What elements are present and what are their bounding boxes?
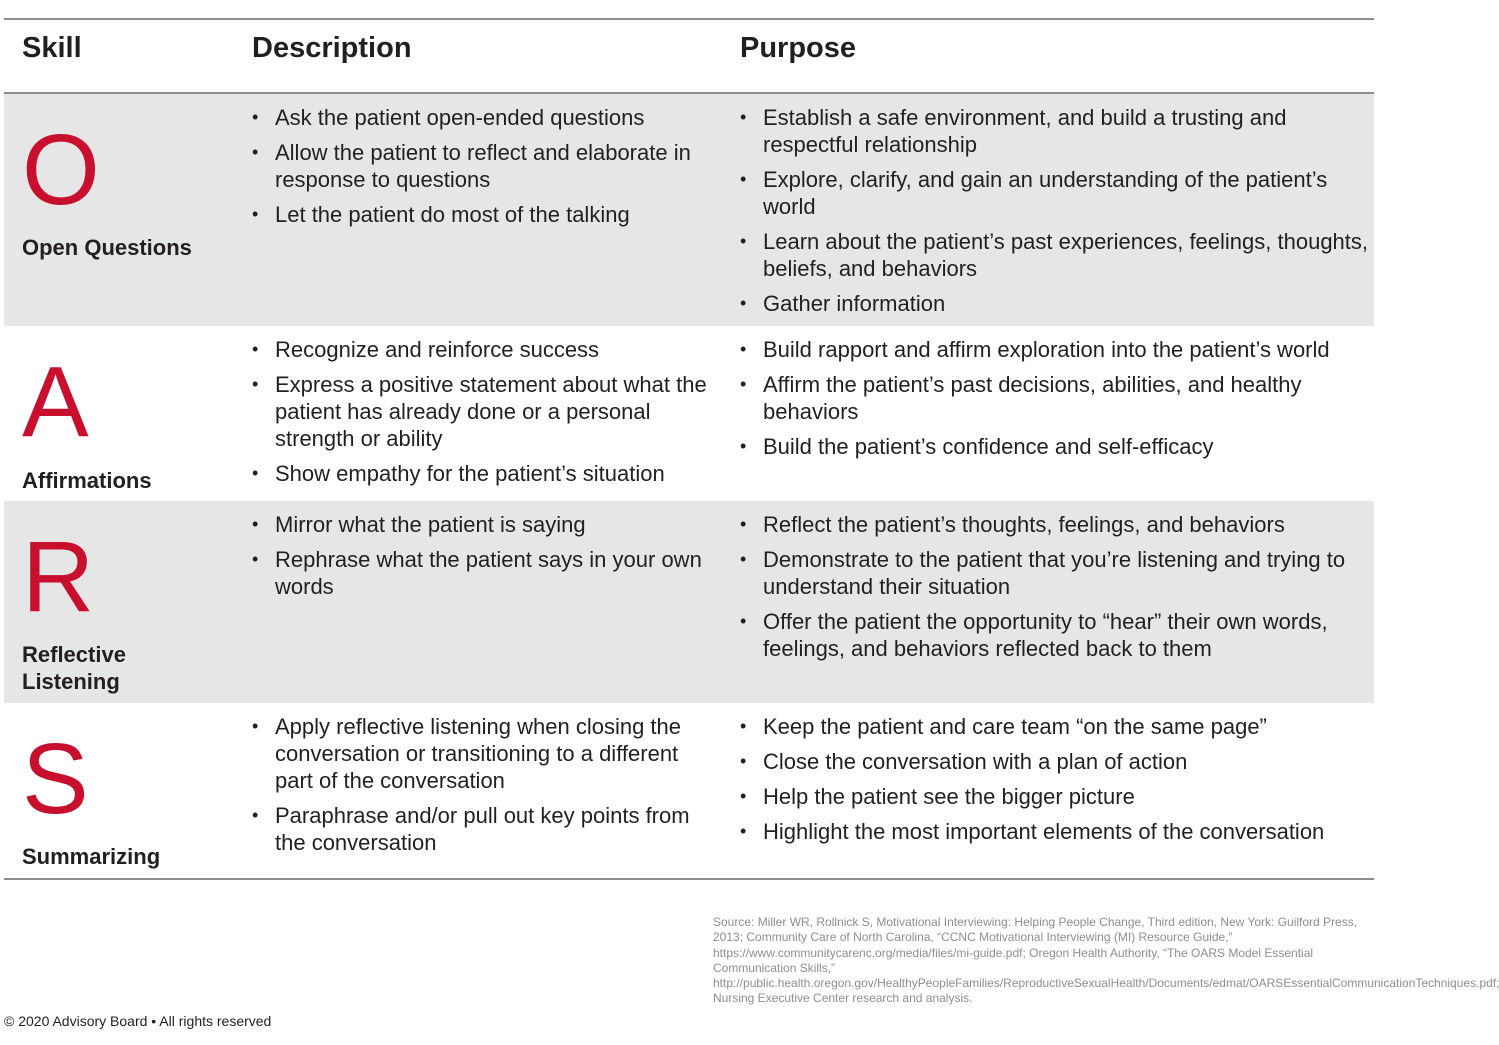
skill-name: Open Questions — [22, 235, 192, 260]
list-item: • Reflect the patient’s thoughts, feelings, and behaviors — [740, 511, 1372, 538]
table-header — [4, 20, 1374, 94]
list-item: • Mirror what the patient is saying — [252, 511, 712, 538]
list-item: • Close the conversation with a plan of action — [740, 748, 1372, 775]
list-item: • Help the patient see the bigger picture — [740, 783, 1372, 810]
list-item: • Build rapport and affirm exploration into the patient’s world — [740, 336, 1372, 363]
list-item: • Build the patient’s confidence and self-efficacy — [740, 433, 1372, 460]
oars-table — [4, 18, 1374, 880]
description-list — [252, 104, 712, 236]
purpose-list — [740, 104, 1372, 325]
row-open-questions — [4, 94, 1374, 326]
skill-letter: R — [22, 521, 95, 633]
description-list — [252, 511, 712, 608]
list-item: • Let the patient do most of the talking — [252, 201, 712, 228]
description-list — [252, 713, 712, 864]
skill-name: Affirmations — [22, 468, 152, 493]
list-item: • Keep the patient and care team “on the same page” — [740, 713, 1372, 740]
list-item: • Affirm the patient’s past decisions, abilities, and healthy behaviors — [740, 371, 1372, 425]
list-item: • Recognize and reinforce success — [252, 336, 712, 363]
source-note: Source: Miller WR, Rollnick S, Motivational Interviewing: Helping People Change, Third edition, New York: Guilford Press, 2013; Community Care of North Carolina, “CCNC Motivational Interviewing (MI) Resource Guide,” https://www.communitycarenc.org/media/files/mi-guide.pdf; Oregon Health Authority, “The OARS Model Essential Communication Skills,” http://public.health.oregon.gov/HealthyPeopleFamilies/ReproductiveSexualHealth/Documents/edmat/OARSEssentialCommunicationTechniques.pdf; Nursing Executive Center research and analysis. — [713, 915, 1499, 1006]
list-item: • Express a positive statement about what the patient has already done or a personal strength or ability — [252, 371, 712, 452]
skill-name: Reflective Listening — [22, 642, 126, 694]
header-purpose: Purpose — [740, 32, 857, 64]
description-list — [252, 336, 712, 495]
list-item: • Learn about the patient’s past experiences, feelings, thoughts, beliefs, and behaviors — [740, 228, 1372, 282]
list-item: • Paraphrase and/or pull out key points from the conversation — [252, 802, 712, 856]
list-item: • Allow the patient to reflect and elaborate in response to questions — [252, 139, 712, 193]
list-item: • Demonstrate to the patient that you’re listening and trying to understand their situation — [740, 546, 1372, 600]
list-item: • Rephrase what the patient says in your own words — [252, 546, 712, 600]
list-item: • Apply reflective listening when closing the conversation or transitioning to a different part of the conversation — [252, 713, 712, 794]
list-item: • Establish a safe environment, and build a trusting and respectful relationship — [740, 104, 1372, 158]
list-item: • Ask the patient open-ended questions — [252, 104, 712, 131]
purpose-list — [740, 713, 1372, 853]
purpose-list — [740, 511, 1372, 670]
list-item: • Show empathy for the patient’s situation — [252, 460, 712, 487]
skill-letter: O — [22, 114, 100, 226]
skill-letter: A — [22, 346, 89, 458]
header-description: Description — [252, 32, 412, 64]
row-affirmations — [4, 326, 1374, 501]
purpose-list — [740, 336, 1372, 468]
list-item: • Gather information — [740, 290, 1372, 317]
copyright: © 2020 Advisory Board • All rights reserved — [4, 1013, 272, 1029]
skill-name: Summarizing — [22, 844, 161, 869]
list-item: • Offer the patient the opportunity to “hear” their own words, feelings, and behaviors reflected back to them — [740, 608, 1372, 662]
list-item: • Highlight the most important elements of the conversation — [740, 818, 1372, 845]
row-reflective-listening — [4, 501, 1374, 703]
list-item: • Explore, clarify, and gain an understanding of the patient’s world — [740, 166, 1372, 220]
header-skill: Skill — [22, 32, 82, 64]
row-summarizing — [4, 703, 1374, 880]
skill-letter: S — [22, 723, 89, 835]
